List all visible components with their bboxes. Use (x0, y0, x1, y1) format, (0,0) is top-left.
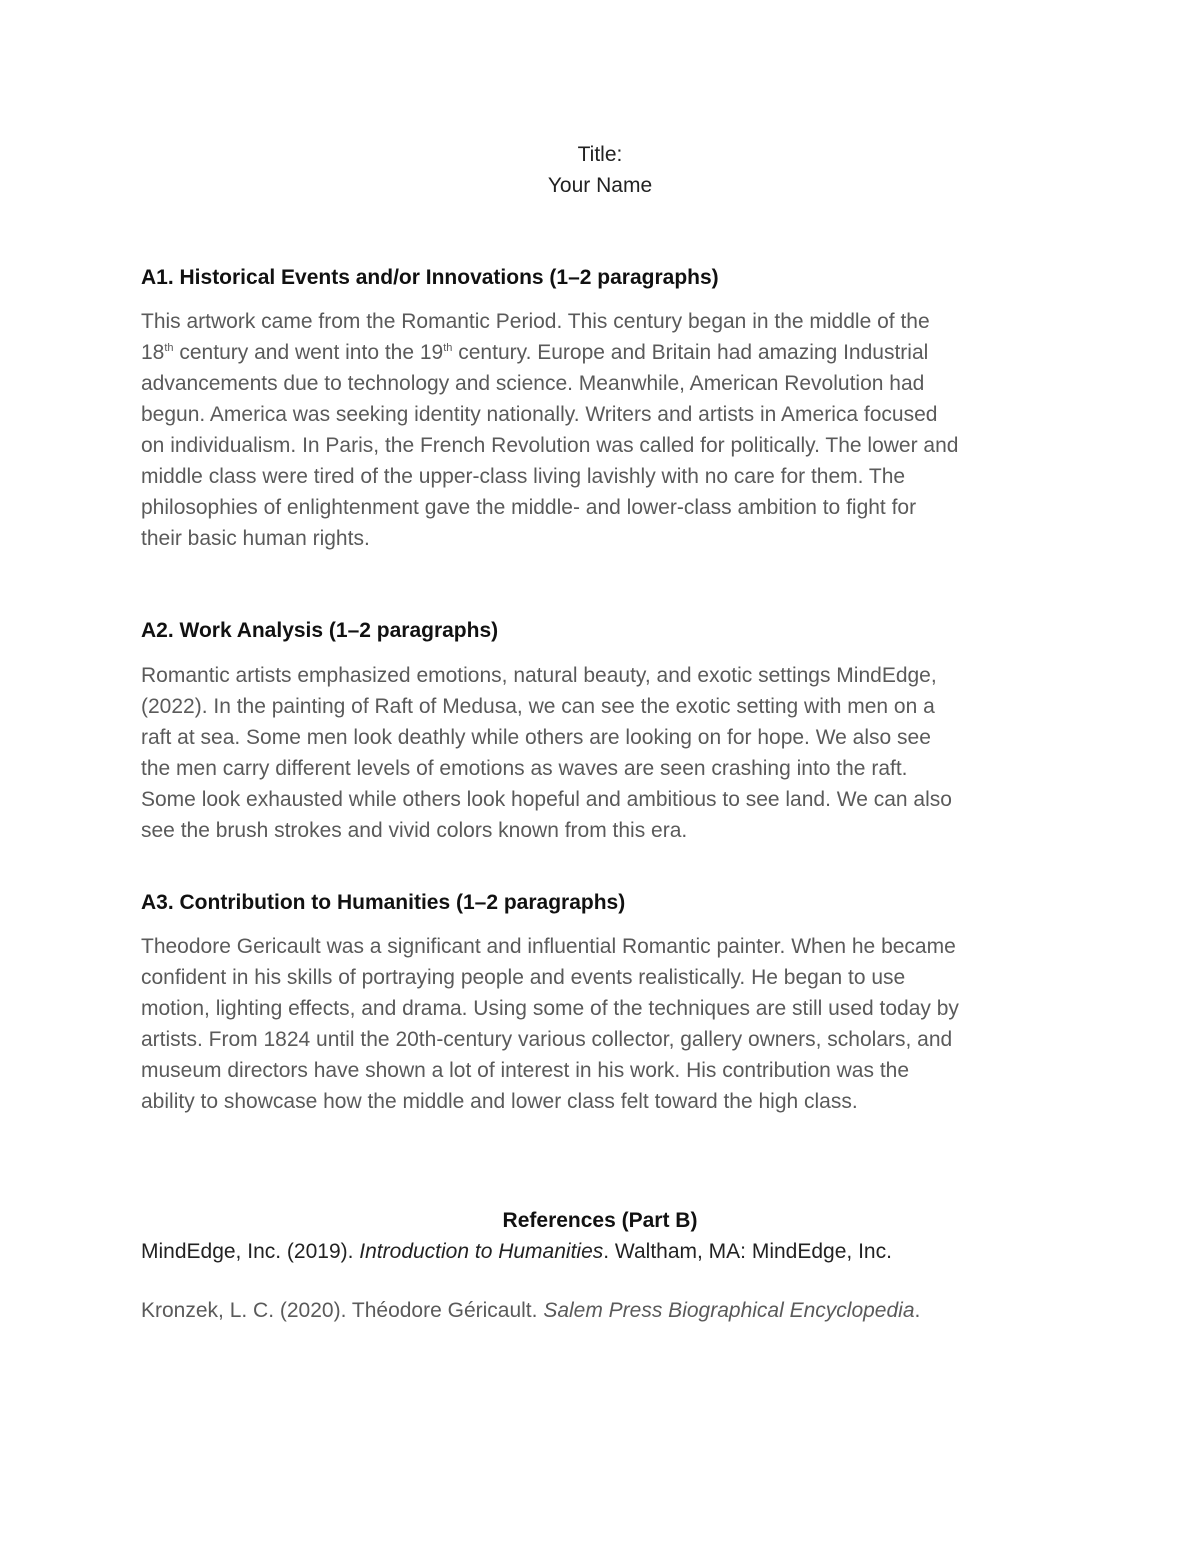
paragraph-line: on individualism. In Paris, the French Revolution was called for politically. The lower and (141, 434, 959, 457)
reference-entry: MindEdge, Inc. (2019). Introduction to Humanities. Waltham, MA: MindEdge, Inc. (141, 1240, 892, 1263)
section-a2-paragraph (141, 660, 1071, 846)
paragraph-line: motion, lighting effects, and drama. Using some of the techniques are still used today by (141, 997, 959, 1020)
paragraph-line: Some look exhausted while others look hopeful and ambitious to see land. We can also (141, 788, 952, 811)
paragraph-line: begun. America was seeking identity nationally. Writers and artists in America focused (141, 403, 938, 426)
author-name: Your Name (547, 174, 653, 197)
paragraph-line: This artwork came from the Romantic Period. This century began in the middle of the (141, 310, 930, 333)
paragraph-line: advancements due to technology and science. Meanwhile, American Revolution had (141, 372, 925, 395)
paragraph-line: raft at sea. Some men look deathly while others are looking on for hope. We also see (141, 726, 931, 749)
paragraph-line: 18th century and went into the 19th century. Europe and Britain had amazing Industrial (141, 341, 929, 364)
section-a1-paragraph (141, 306, 1071, 554)
paragraph-line: see the brush strokes and vivid colors known from this era. (141, 819, 688, 842)
paragraph-line: their basic human rights. (141, 527, 370, 550)
paragraph-line: Romantic artists emphasized emotions, natural beauty, and exotic settings MindEdge, (141, 664, 937, 687)
reference-title: Salem Press Biographical Encyclopedia (543, 1299, 915, 1322)
reference-title: Introduction to Humanities (359, 1240, 604, 1263)
paragraph-line: ability to showcase how the middle and lower class felt toward the high class. (141, 1090, 858, 1113)
section-a2-heading: A2. Work Analysis (1–2 paragraphs) (141, 619, 499, 642)
paragraph-line: (2022). In the painting of Raft of Medusa, we can see the exotic setting with men on a (141, 695, 935, 718)
paragraph-line: museum directors have shown a lot of interest in his work. His contribution was the (141, 1059, 910, 1082)
section-a3-paragraph (141, 931, 1071, 1117)
references-heading: References (Part B) (502, 1209, 698, 1232)
paragraph-line: artists. From 1824 until the 20th-century various collector, gallery owners, scholars, and (141, 1028, 953, 1051)
paragraph-line: confident in his skills of portraying people and events realistically. He began to use (141, 966, 906, 989)
reference-entry: Kronzek, L. C. (2020). Théodore Géricault. Salem Press Biographical Encyclopedia. (141, 1299, 921, 1322)
document-title: Title: (577, 143, 623, 166)
paragraph-line: middle class were tired of the upper-class living lavishly with no care for them. The (141, 465, 906, 488)
ordinal-superscript: th (164, 342, 174, 354)
ordinal-superscript: th (443, 342, 453, 354)
paragraph-line: Theodore Gericault was a significant and influential Romantic painter. When he became (141, 935, 956, 958)
paragraph-line: the men carry different levels of emotions as waves are seen crashing into the raft. (141, 757, 908, 780)
paragraph-line: philosophies of enlightenment gave the middle- and lower-class ambition to fight for (141, 496, 917, 519)
section-a1-heading: A1. Historical Events and/or Innovations (1–2 paragraphs) (141, 266, 719, 289)
section-a3-heading: A3. Contribution to Humanities (1–2 paragraphs) (141, 891, 626, 914)
